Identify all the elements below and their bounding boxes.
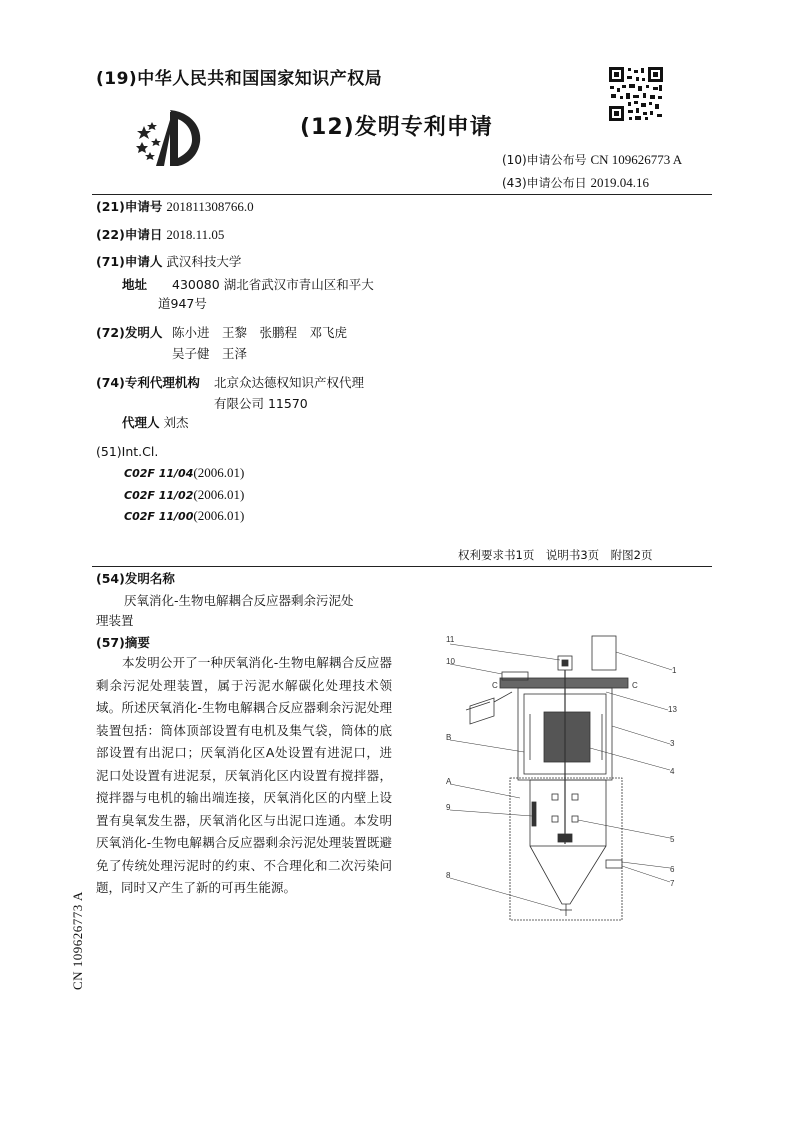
publication-number: CN 109626773 A — [590, 152, 683, 167]
electrode-block — [544, 712, 590, 762]
figure-label: 1 — [672, 666, 677, 675]
conical-bottom — [530, 846, 606, 904]
invention-title-line1: 厌氧消化-生物电解耦合反应器剩余污泥处 — [124, 593, 354, 608]
inventors-line2: 吴子健 王泽 — [172, 346, 248, 361]
address-line1: 430080 湖北省武汉市青山区和平大 — [172, 277, 374, 292]
ozone-generator — [532, 802, 536, 826]
figure-label: 13 — [668, 705, 677, 714]
inventors-line1: 陈小进 王黎 张鹏程 邓飞虎 — [172, 325, 348, 340]
publication-date: 2019.04.16 — [590, 175, 649, 190]
figure-label: C — [492, 681, 498, 690]
ipc-code: C02F 11/04 — [124, 467, 194, 480]
top-plate — [500, 678, 628, 688]
figure-label: 3 — [670, 739, 675, 748]
agent: 刘杰 — [163, 415, 189, 430]
applicant-field — [96, 253, 241, 271]
office-name: (19)中华人民共和国国家知识产权局 — [96, 69, 383, 89]
side-publication-number: CN 109626773 A — [70, 891, 85, 990]
gas-bag — [592, 636, 616, 670]
applicant-label: (71)申请人 — [96, 254, 163, 269]
stirrer-blade — [552, 794, 558, 800]
application-date-field — [96, 226, 224, 244]
document-type: (12)发明专利申请 — [300, 115, 493, 140]
ipc-version: (2006.01) — [193, 487, 245, 502]
publication-date-label: (43)申请公布日 — [502, 176, 587, 190]
agency-label: (74)专利代理机构 — [96, 375, 200, 390]
stirrer-blade — [572, 794, 578, 800]
lower-chamber-outline — [510, 778, 622, 920]
figure-label: B — [446, 733, 452, 742]
side-outlet — [606, 860, 622, 868]
title-label: (54)发明名称 — [96, 571, 175, 586]
ipc-version: (2006.01) — [193, 508, 245, 523]
agency-line2: 有限公司 11570 — [214, 396, 308, 411]
application-number-label: (21)申请号 — [96, 199, 163, 214]
ipc-version: (2006.01) — [193, 465, 245, 480]
page-counts: 权利要求书1页 说明书3页 附图2页 — [458, 548, 653, 562]
ipc-entry — [124, 486, 244, 505]
ipc-entry — [124, 464, 244, 483]
application-date-label: (22)申请日 — [96, 227, 163, 242]
stirrer-base — [558, 834, 572, 842]
figure-label: 8 — [446, 871, 451, 880]
publication-number-row — [502, 151, 682, 168]
ipc-entry — [124, 507, 244, 526]
feed-pipe — [494, 692, 512, 702]
cnipa-logo-icon — [130, 106, 210, 170]
figure-label: 10 — [446, 657, 455, 666]
intcl-label: (51)Int.Cl. — [96, 444, 159, 459]
qr-code-icon — [608, 66, 664, 122]
figure-label: A — [446, 777, 452, 786]
ipc-code: C02F 11/02 — [124, 489, 194, 502]
stirrer-blade — [572, 816, 578, 822]
publication-date-row — [502, 174, 649, 191]
ipc-code: C02F 11/00 — [124, 510, 194, 523]
header-rule — [92, 194, 712, 195]
stirrer-blade — [552, 816, 558, 822]
motor-core — [562, 660, 568, 666]
feed-pump — [470, 698, 494, 724]
figure-label: 5 — [670, 835, 675, 844]
figure-label: 7 — [670, 879, 675, 888]
publication-number-label: (10)申请公布号 — [502, 153, 587, 167]
figure-label: 4 — [670, 767, 675, 776]
section-rule — [92, 566, 712, 567]
invention-title-line2: 理装置 — [96, 613, 134, 628]
figure-label: 9 — [446, 803, 451, 812]
figure-label: C — [632, 681, 638, 690]
agent-label: 代理人 — [122, 415, 160, 430]
application-date: 2018.11.05 — [166, 227, 225, 242]
apparatus-figure — [436, 630, 700, 930]
abstract-label: (57)摘要 — [96, 635, 150, 650]
agent-field — [122, 414, 189, 432]
agency-line1: 北京众达德权知识产权代理 — [214, 375, 365, 390]
inventors-label: (72)发明人 — [96, 325, 163, 340]
applicant: 武汉科技大学 — [166, 254, 242, 269]
application-number-field — [96, 198, 254, 216]
address-label: 地址 — [122, 277, 148, 292]
application-number: 201811308766.0 — [166, 199, 254, 214]
figure-label: 6 — [670, 865, 675, 874]
figure-label: 11 — [446, 635, 455, 644]
address-line2: 道947号 — [158, 296, 207, 311]
abstract-text: 本发明公开了一种厌氧消化-生物电解耦合反应器剩余污泥处理装置，属于污泥水解碳化处理技术领域。所述厌氧消化-生物电解耦合反应器剩余污泥处理装置包括：筒体顶部设置有电机及集气袋，筒体的底部设置有出泥口；厌氧消化区A处设置有进泥口，进泥口处设置有进泥泵，厌氧消化区内设置有搅拌器，搅拌器与电机的输出端连接，厌氧消化区的内壁上设置有臭氧发生器，厌氧消化区与出泥口连通。本发明厌氧消化-生物电解耦合反应器剩余污泥处理装置既避免了传统处理污泥时的约束、不合理化和二次污染问题，同时又产生了新的可再生能源。 — [96, 655, 392, 895]
